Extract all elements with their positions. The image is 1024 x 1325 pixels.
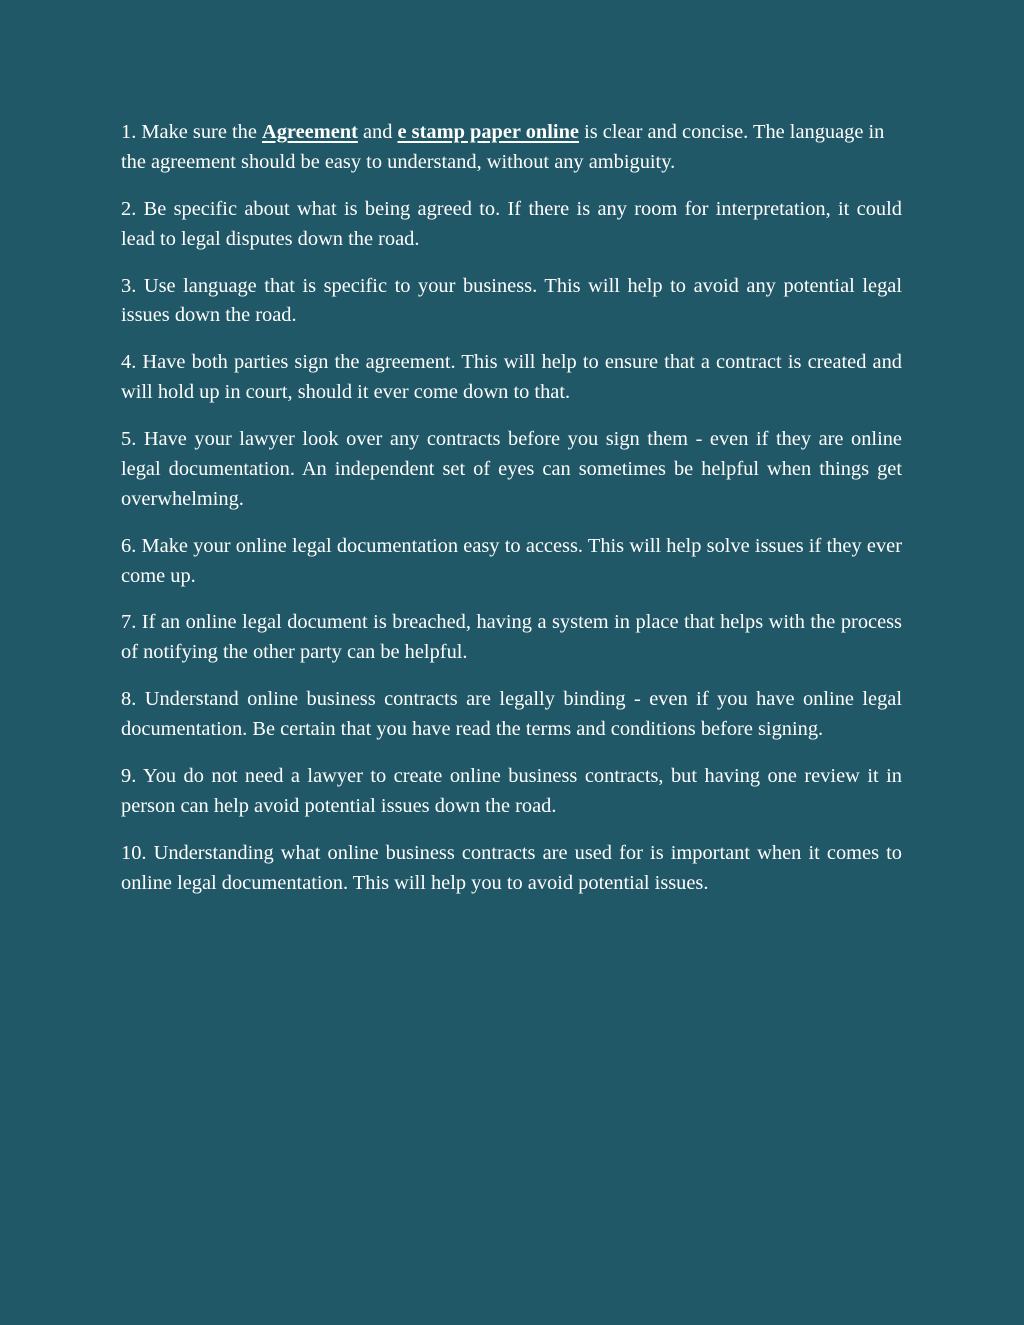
- agreement-link[interactable]: Agreement: [262, 121, 358, 143]
- e-stamp-paper-online-link[interactable]: e stamp paper online: [397, 121, 579, 143]
- tip-paragraph-1: [121, 118, 902, 178]
- tip-paragraph-9: 9. You do not need a lawyer to create online business contracts, but having one review it in person can help avoid potential issues down the road.: [121, 765, 902, 817]
- tip-paragraph-2: 2. Be specific about what is being agreed to. If there is any room for interpretation, it could lead to legal disputes down the road.: [121, 197, 902, 250]
- tip-paragraph-3: 3. Use language that is specific to your business. This will help to avoid any potential legal issues down the road.: [121, 274, 902, 327]
- tip-paragraph-8: 8. Understand online business contracts are legally binding - even if you have online legal documentation. Be certain that you have read the terms and conditions before signing.: [121, 688, 902, 741]
- tip-1-prefix: 1. Make sure the: [121, 121, 262, 143]
- tip-paragraph-10: 10. Understanding what online business contracts are used for is important when it comes to online legal documentation. This will help you to avoid potential issues.: [121, 841, 902, 894]
- tip-paragraph-5: 5. Have your lawyer look over any contracts before you sign them - even if they are online legal documentation. An independent set of eyes can sometimes be helpful when things get overwhelming.: [121, 428, 902, 510]
- tip-paragraph-6: 6. Make your online legal documentation easy to access. This will help solve issues if they ever come up.: [121, 534, 902, 587]
- document-body: [121, 118, 902, 916]
- tip-paragraph-7: 7. If an online legal document is breached, having a system in place that helps with the process of notifying the other party can be helpful.: [121, 611, 902, 664]
- tip-paragraph-4: 4. Have both parties sign the agreement. This will help to ensure that a contract is created and will hold up in court, should it ever come down to that.: [121, 351, 902, 404]
- tip-1-middle: and: [357, 121, 398, 143]
- tip-1-suffix: is clear and concise. The language in the agreement should be easy to understand, without any ambiguity.: [121, 121, 885, 173]
